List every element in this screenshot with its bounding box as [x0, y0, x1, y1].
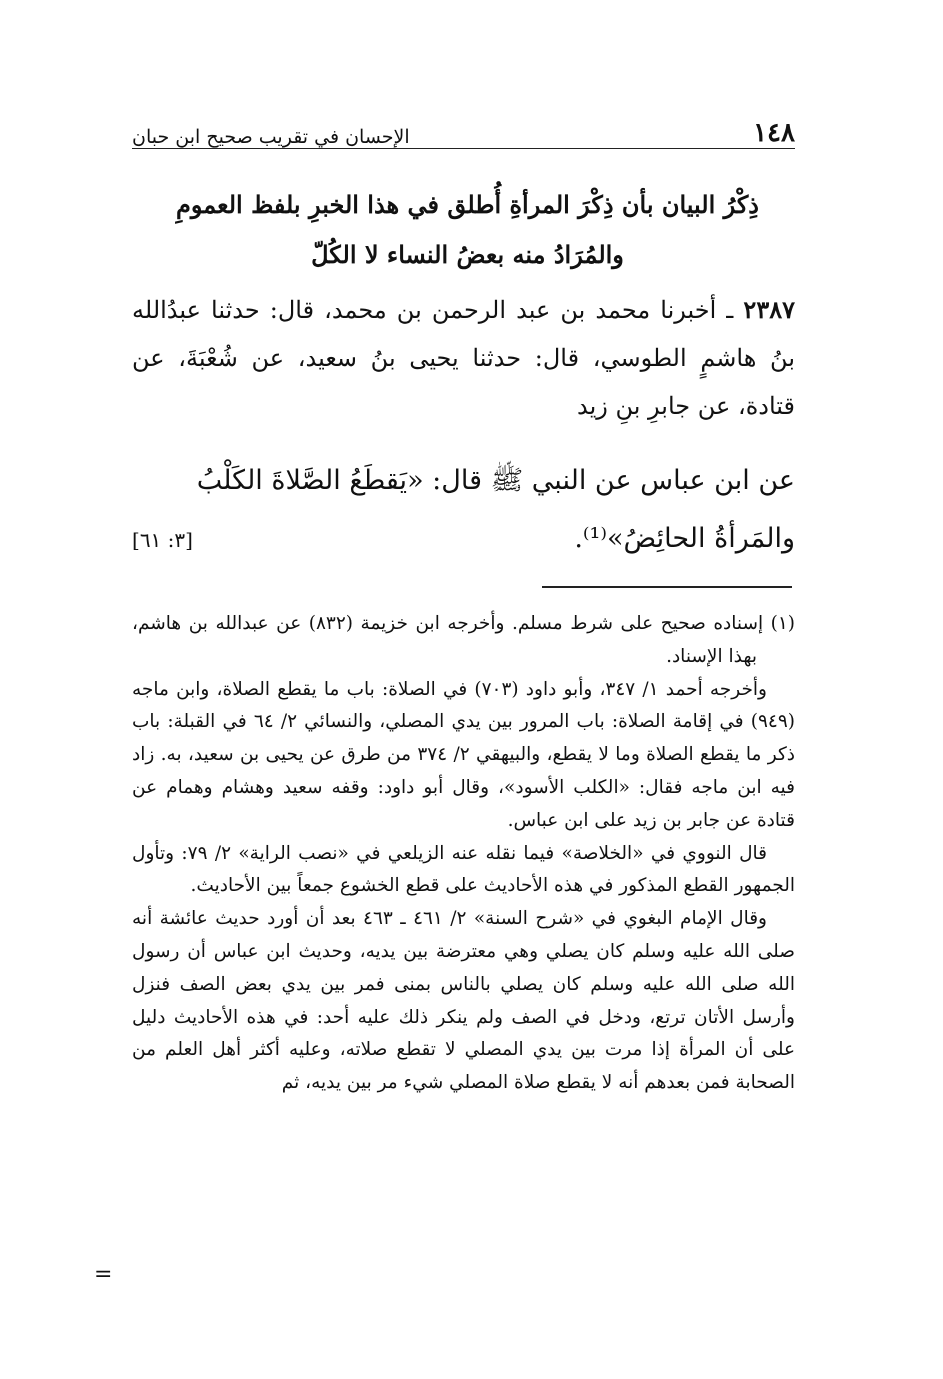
footnote-1: (١) إسناده صحيح على شرط مسلم. وأخرجه ابن خزيمة (٨٣٢) عن عبدالله بن هاشم، بهذا الإسناد. [132, 613, 796, 667]
running-title: الإحسان في تقريب صحيح ابن حبان [132, 126, 410, 148]
hadith-number: ٢٣٨٧ [743, 295, 795, 324]
footnotes [132, 608, 795, 1100]
footnote-divider [542, 586, 792, 588]
chapter-title-line-2: والمُرَادُ منه بعضُ النساء لا الكُلّ [311, 240, 624, 269]
isnad-text: ـ أخبرنا محمد بن عبد الرحمن بن محمد، قال: حدثنا عبدُالله بنُ هاشمٍ الطوسي، قال: حدثنا يحيى بنُ سعيد، عن شُعْبَةَ، عن قتادة، عن جابرِ بنِ زيد [132, 296, 795, 420]
matn-line-1: عن ابن عباس عن النبي ﷺ قال: «يَقطَعُ الصَّلاةَ الكَلْبُ [196, 465, 795, 496]
hadith-isnad [132, 286, 795, 430]
matn-line-2: والمَرأةُ الحائِضُ»⁽¹⁾. [574, 523, 795, 554]
chapter-title-line-1: ذِكْرُ البيان بأن ذِكْرَ المرأةِ أُطلق في هذا الخبرِ بلفظ العمومِ [176, 190, 759, 219]
hadith-matn [132, 452, 795, 569]
hadith-reference: [٣: ٦١] [132, 528, 193, 552]
chapter-title [140, 180, 795, 280]
page-header [132, 110, 795, 149]
footnote-paragraph-4: وقال الإمام البغوي في «شرح السنة» ٢/ ٤٦١ ـ ٤٦٣ بعد أن أورد حديث عائشة أنه صلى الله عليه وسلم كان يصلي وهي معترضة بين يديه، وحديث ابن عباس أن رسول الله صلى الله عليه وسلم كان يصلي بالناس بمنى فمر بين يدي بعض الصف فنزل وأرسل الأتان ترتع، ودخل في الصف ولم ينكر ذلك عليه أحد: في هذه الأحاديث دليل على أن المرأة إذا مرت بين يدي المصلي لا تقطع صلاته، وعليه أكثر أهل العلم من الصحابة فمن بعدهم أنه لا يقطع صلاة المصلي شيء مر بين يديه، ثم [132, 908, 795, 1094]
footnote-paragraph-3: قال النووي في «الخلاصة» فيما نقله عنه الزيلعي في «نصب الراية» ٢/ ٧٩: وتأول الجمهور القطع المذكور في هذه الأحاديث على قطع الخشوع جمعاً بين الأحاديث. [132, 842, 795, 897]
footnote-paragraph-2: وأخرجه أحمد ١/ ٣٤٧، وأبو داود (٧٠٣) في الصلاة: باب ما يقطع الصلاة، وابن ماجه (٩٤٩) في إقامة الصلاة: باب المرور بين يدي المصلي، والنسائي ٢/ ٦٤ في القبلة: باب ذكر ما يقطع الصلاة وما لا يقطع، والبيهقي ٢/ ٣٧٤ من طرق عن يحيى بن سعيد، به. زاد فيه ابن ماجه فقال: «الكلب الأسود»، وقال أبو داود: وقفه سعيد وهشام وهمام عن قتادة عن جابر بن زيد على ابن عباس. [132, 678, 795, 831]
continuation-mark: = [94, 1262, 113, 1287]
matn-line-2-row [132, 510, 795, 569]
page-number: ١٤٨ [753, 118, 795, 148]
